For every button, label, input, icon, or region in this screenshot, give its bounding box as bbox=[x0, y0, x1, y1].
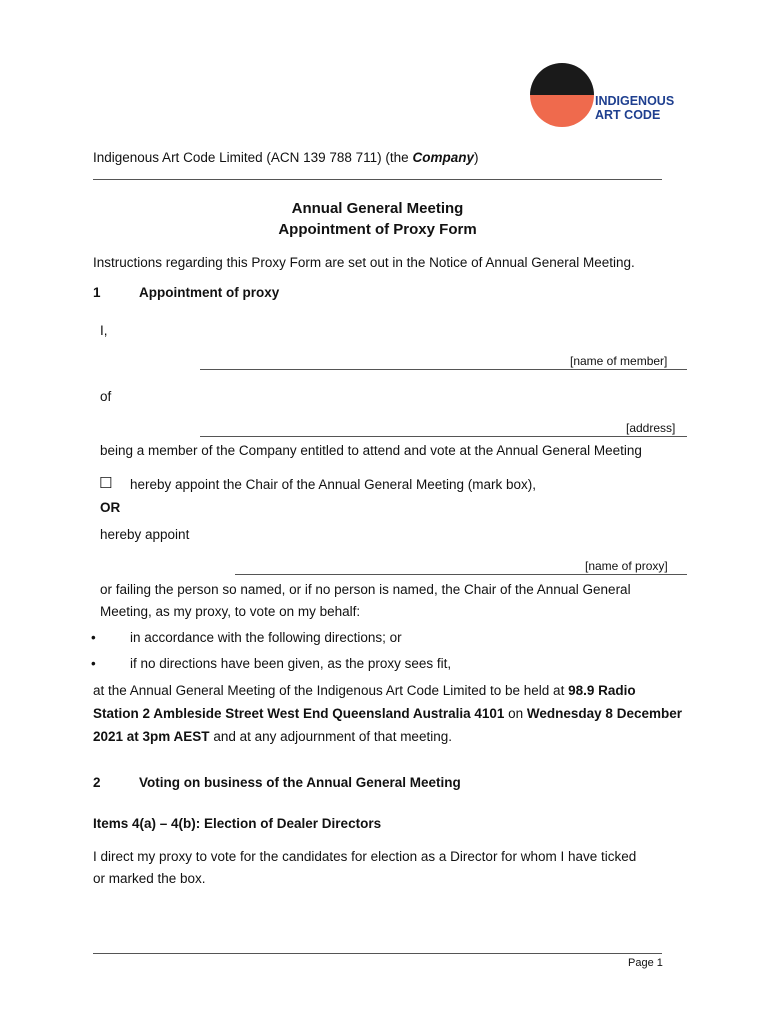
company-name: Indigenous Art Code Limited (ACN 139 788 711) (the bbox=[93, 150, 413, 165]
company-suffix: ) bbox=[473, 150, 479, 165]
meeting-time: 2021 at 3pm AEST bbox=[93, 729, 210, 744]
section2-heading: Voting on business of the Annual General Meeting bbox=[139, 775, 461, 790]
bullet-dot: • bbox=[91, 656, 96, 671]
direct-line2: or marked the box. bbox=[93, 871, 206, 886]
page-number: Page 1 bbox=[628, 957, 663, 969]
company-header bbox=[93, 150, 478, 165]
appoint-text: hereby appoint bbox=[100, 527, 190, 542]
logo-line1: INDIGENOUS bbox=[595, 94, 675, 108]
title-line1: Annual General Meeting bbox=[291, 200, 464, 217]
address-label: [address] bbox=[626, 421, 676, 435]
address-prefix: of bbox=[100, 389, 112, 404]
meeting-prefix: at the Annual General Meeting of the Indigenous Art Code Limited to be held at bbox=[93, 683, 569, 698]
chair-checkbox-label: hereby appoint the Chair of the Annual General Meeting (mark box), bbox=[130, 477, 536, 492]
meeting-venue-address: Station 2 Ambleside Street West End Queensland Australia 4101 bbox=[93, 706, 505, 721]
or-label: OR bbox=[100, 500, 121, 515]
failing-line2: Meeting, as my proxy, to vote on my behalf: bbox=[100, 604, 361, 619]
meeting-suffix: and at any adjournment of that meeting. bbox=[209, 729, 452, 744]
member-name-field[interactable] bbox=[200, 369, 687, 370]
instructions-text: Instructions regarding this Proxy Form are set out in the Notice of Annual General Meeting. bbox=[93, 255, 635, 270]
section1-heading: Appointment of proxy bbox=[139, 285, 280, 300]
section1-number: 1 bbox=[93, 285, 101, 300]
being-member-text: being a member of the Company entitled to attend and vote at the Annual General Meeting bbox=[100, 443, 642, 458]
bullet-item: if no directions have been given, as the proxy sees fit, bbox=[130, 656, 452, 671]
member-prefix: I, bbox=[100, 323, 108, 338]
failing-line1: or failing the person so named, or if no person is named, the Chair of the Annual General bbox=[100, 582, 631, 597]
proxy-label: [name of proxy] bbox=[585, 559, 668, 573]
indigenous-art-code-logo bbox=[528, 63, 675, 127]
address-field[interactable] bbox=[200, 436, 687, 437]
member-label: [name of member] bbox=[570, 354, 668, 368]
meeting-details bbox=[93, 679, 693, 748]
logo-line2: ART CODE bbox=[595, 108, 661, 122]
direct-line1: I direct my proxy to vote for the candidates for election as a Director for whom I have ticked bbox=[93, 849, 637, 864]
title-line2: Appointment of Proxy Form bbox=[278, 221, 477, 238]
chair-checkbox[interactable]: ☐ bbox=[99, 475, 113, 492]
section2-number: 2 bbox=[93, 775, 101, 790]
meeting-mid: on bbox=[504, 706, 527, 721]
footer-rule bbox=[93, 953, 662, 954]
meeting-date: Wednesday 8 December bbox=[526, 706, 682, 721]
items-heading: Items 4(a) – 4(b): Election of Dealer Directors bbox=[93, 816, 382, 831]
meeting-venue: 98.9 Radio bbox=[568, 683, 636, 698]
company-term: Company bbox=[412, 150, 474, 165]
bullet-item: in accordance with the following directions; or bbox=[130, 630, 402, 645]
header-rule bbox=[93, 179, 662, 180]
proxy-name-field[interactable] bbox=[235, 574, 687, 575]
bullet-dot: • bbox=[91, 630, 96, 645]
